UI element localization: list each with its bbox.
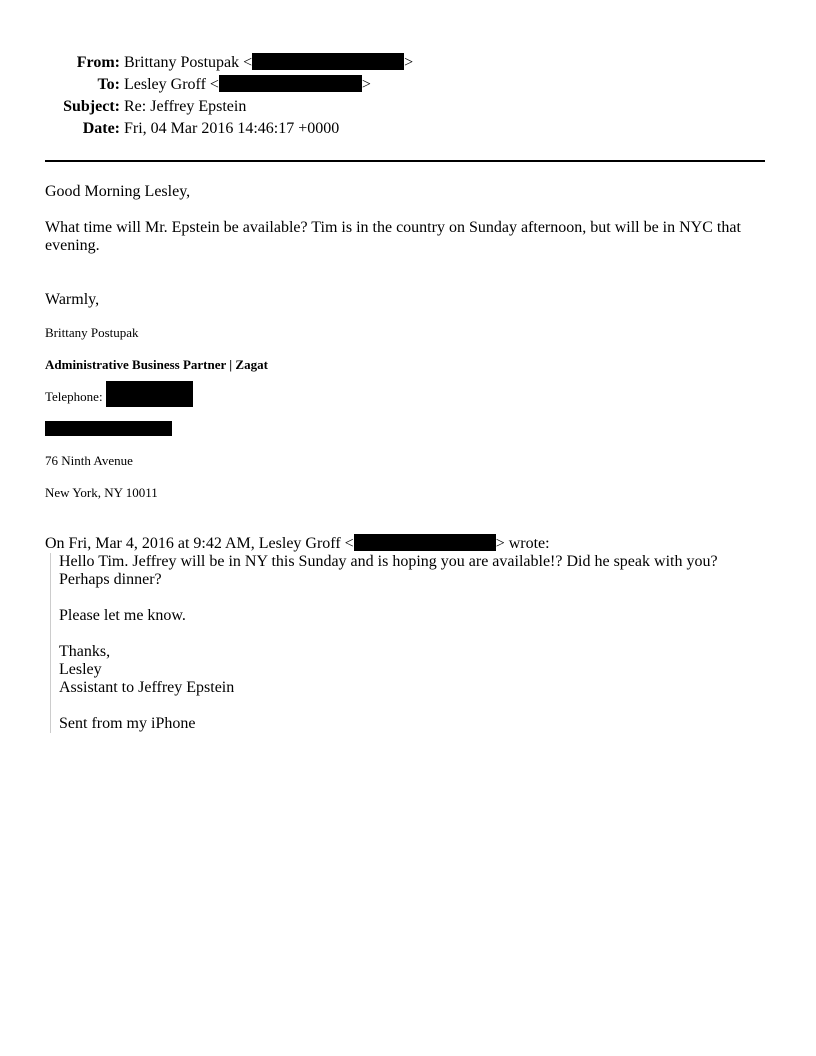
redaction-box [45, 421, 172, 436]
quote-attribution [45, 535, 765, 553]
from-close: > [404, 54, 414, 71]
signature-name: Brittany Postupak [45, 325, 139, 340]
header-divider [45, 160, 765, 162]
message-body: What time will Mr. Epstein be available? Tim is in the country on Sunday afternoon, but will be in NYC that evening. [45, 219, 741, 254]
quote-attribution-suffix: > wrote: [495, 535, 550, 552]
redaction-box [354, 534, 496, 551]
closing: Warmly, [45, 291, 100, 308]
from-row [0, 52, 816, 74]
redaction-box [252, 53, 404, 70]
subject-row [0, 96, 816, 118]
date-row [0, 118, 816, 140]
signature-telephone-label: Telephone: [45, 389, 103, 404]
from-label: From: [76, 54, 120, 71]
quote-line: Hello Tim. Jeffrey will be in NY this Sunday and is hoping you are available!? Did he speak with you? [59, 553, 718, 570]
to-row [0, 74, 816, 96]
quote-line: Please let me know. [59, 607, 186, 624]
to-value [124, 74, 371, 96]
greeting: Good Morning Lesley, [45, 183, 191, 200]
quote-attribution-prefix: On Fri, Mar 4, 2016 at 9:42 AM, Lesley Groff < [45, 535, 354, 552]
quoted-message [50, 553, 759, 733]
quote-line: Thanks, [59, 643, 111, 660]
to-name: Lesley Groff < [124, 76, 219, 93]
quote-line: Sent from my iPhone [59, 715, 196, 732]
quote-line: Assistant to Jeffrey Epstein [59, 679, 235, 696]
signature-title: Administrative Business Partner | Zagat [45, 357, 268, 372]
redaction-box [219, 75, 362, 92]
email-header [0, 52, 816, 140]
from-value [124, 52, 413, 74]
subject-label: Subject: [63, 98, 120, 115]
to-close: > [361, 76, 371, 93]
signature-address-line2: New York, NY 10011 [45, 485, 158, 500]
date-label: Date: [82, 120, 120, 137]
quote-line: Lesley [59, 661, 102, 678]
subject-value: Re: Jeffrey Epstein [124, 98, 247, 115]
redaction-box [106, 381, 193, 407]
from-name: Brittany Postupak < [124, 54, 253, 71]
signature-address-line1: 76 Ninth Avenue [45, 453, 133, 468]
quote-line: Perhaps dinner? [59, 571, 162, 588]
date-value: Fri, 04 Mar 2016 14:46:17 +0000 [124, 120, 340, 137]
to-label: To: [97, 76, 120, 93]
